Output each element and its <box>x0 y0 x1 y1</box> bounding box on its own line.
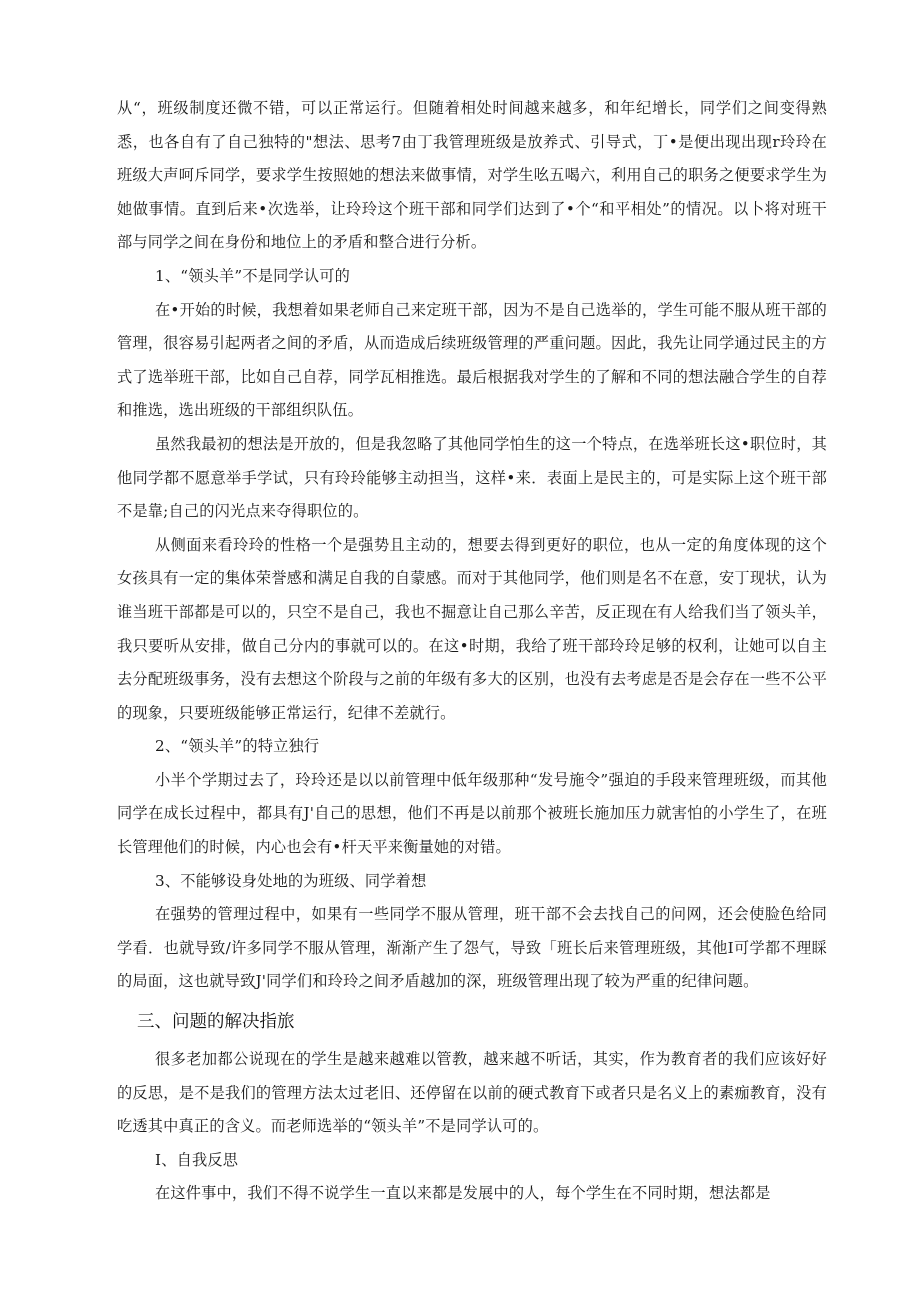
document-body <box>117 92 827 1211</box>
paragraph-2: 小半个学期过去了，玲玲还是以以前管理中低年级那种“发号施令”强迫的手段来管理班级，而其他同学在成长过程中，都具有J'自己的思想，他们不再是以前那个被班长施加压力就害怕的小学生了，在班长管理他们的时候，内心也会有•杆天平来衡量她的对错。 <box>117 770 827 857</box>
subheading-2: 2、“领头羊”的特立独行 <box>155 737 320 756</box>
subheading-3: 3、不能够设身处地的为班级、同学着想 <box>155 871 427 890</box>
section-heading-3: 三、问题的解决指旅 <box>137 1012 295 1033</box>
paragraph-1a: 在•开始的时候，我想着如果老师自己来定班干部，因为不是自己选举的，学生可能不服从班干部的管理，很容易引起两者之间的矛盾，从而造成后续班级管理的严重问题。因此，我先让同学通过民主的方式了选举班干部，比如自己自荐，同学瓦相推选。最后根据我对学生的了解和不同的想法融合学生的自荐和推选，选出班级的干部组织队伍。 <box>117 300 827 420</box>
paragraph-1b: 虽然我最初的想法是开放的，但是我忽略了其他同学怕生的这一个特点，在选举班长这•职位时，其他同学都不愿意举手学试，只有玲玲能够主动担当，这样•来．表面上是民主的，可是实际上这个班干部不是靠;自己的闪光点来夺得职位的。 <box>117 434 827 521</box>
paragraph-5: 在这件事中，我们不得不说学生一直以来都是发展中的人，每个学生在不同时期，想法都是 <box>155 1184 771 1203</box>
paragraph-4: 很多老加都公说现在的学生是越来越难以管教，越来越不听话，其实，作为教育者的我们应该好好的反思，是不是我们的管理方法太过老旧、还停留在以前的硬式教育下或者只是名义上的素痂教育，没有吃透其中真正的含义。而老师选举的“领头羊”不是同学认可的。 <box>117 1050 827 1136</box>
subheading-4: I、自我反思 <box>155 1150 239 1169</box>
paragraph-1c: 从侧面来看玲玲的性格一个是强势且主动的，想要去得到更好的职位，也从一定的角度体现的这个女孩具有一定的集体荣誉感和满足自我的自蒙感。而对于其他同学，他们则是名不在意，安丁现状，认为谁当班干部都是可以的，只空不是自己，我也不掘意让自己那么辛苦，反正现在有人给我们当了领头羊，我只要听从安排，做自己分内的事就可以的。在这•时期，我给了班干部玲玲足够的权利，让她可以自主去分配班级事务，没有去想这个阶段与之前的年级有多大的区别，也没有去考虑是否是会存在一些不公平的现象，只要班级能够正常运行，纪律不差就行。 <box>117 535 827 722</box>
paragraph-3: 在强势的管理过程中，如果有一些同学不服从管理，班干部不会去找自己的问网，还会使脸色给同学看．也就导致/许多同学不服从管理，渐渐产生了怨气，导致「班长后来管理班级，其他I可学都不理睬的局面，这也就导致J'同学们和玲玲之间矛盾越加的深，班级管理出现了较为严重的纪律问题。 <box>117 905 827 991</box>
intro-paragraph: 从“，班级制度还微不错，可以正常运行。但随着相处时间越来越多，和年纪增长，同学们之间变得熟悉，也各自有了自己独特的"想法、思考7由丁我管理班级是放养式、引导式，丁•是便出现出现r玲玲在班级大声呵斥同学，要求学生按照她的想法来做事情，对学生吆五喝六，利用自己的职务之便要求学生为她做事情。直到后来•次选举，让玲玲这个班干部和同学们达到了•个“和平相处”的情况。以卜将对班干部与同学之间在身份和地位上的矛盾和整合进行分析。 <box>117 99 827 252</box>
subheading-1: 1、“领头羊”不是同学认可的 <box>155 266 351 285</box>
